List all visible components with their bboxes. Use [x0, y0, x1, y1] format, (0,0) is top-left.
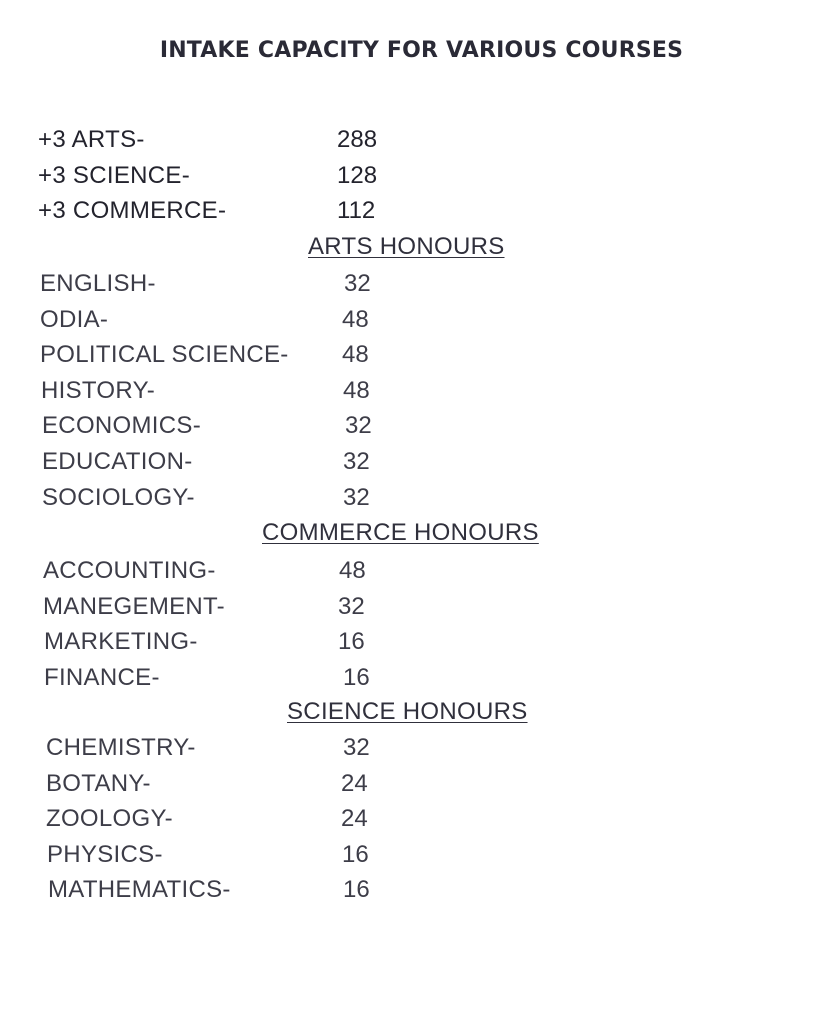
subject-seats: 16 [342, 840, 369, 868]
list-item [0, 268, 819, 304]
subject-label: FINANCE- [44, 663, 160, 691]
commerce-honours-heading: COMMERCE HONOURS [262, 519, 539, 546]
subject-seats: 32 [343, 447, 370, 475]
arts-honours-heading: ARTS HONOURS [308, 233, 505, 260]
subject-label: PHYSICS- [47, 840, 163, 868]
course-seats: 112 [337, 197, 376, 225]
subject-seats: 16 [343, 663, 370, 691]
subject-seats: 24 [341, 805, 368, 833]
subject-seats: 48 [343, 376, 370, 404]
page-title: INTAKE CAPACITY FOR VARIOUS COURSES [159, 38, 684, 63]
list-item [0, 482, 819, 518]
course-seats: 128 [337, 161, 378, 189]
list-item [0, 124, 819, 160]
subject-label: ECONOMICS- [42, 412, 201, 440]
list-item [0, 874, 819, 910]
arts-honours-list [0, 268, 819, 517]
list-item [0, 555, 819, 591]
list-item [0, 626, 819, 662]
list-item [0, 195, 819, 231]
subject-seats: 48 [342, 305, 369, 333]
subject-seats: 48 [339, 557, 366, 584]
list-item [0, 304, 819, 340]
commerce-honours-list [0, 555, 819, 697]
subject-label: POLITICAL SCIENCE- [40, 341, 289, 369]
list-item [0, 375, 819, 411]
subject-seats: 24 [341, 769, 368, 797]
course-label: +3 SCIENCE- [38, 161, 191, 189]
subject-label: ODIA- [40, 305, 109, 333]
subject-label: BOTANY- [46, 769, 151, 797]
subject-seats: 48 [342, 341, 369, 369]
list-item [0, 768, 819, 804]
subject-seats: 16 [343, 876, 370, 904]
list-item [0, 732, 819, 768]
subject-label: ENGLISH- [40, 270, 156, 297]
list-item [0, 803, 819, 839]
subject-label: HISTORY- [41, 376, 155, 404]
list-item [0, 839, 819, 875]
subject-seats: 32 [338, 592, 365, 620]
subject-seats: 16 [338, 628, 365, 656]
list-item [0, 410, 819, 446]
subject-label: SOCIOLOGY- [42, 483, 195, 511]
main-courses-list [0, 124, 819, 231]
list-item [0, 662, 819, 698]
science-honours-heading: SCIENCE HONOURS [287, 698, 528, 725]
subject-label: ZOOLOGY- [46, 805, 173, 833]
subject-seats: 32 [343, 483, 370, 511]
list-item [0, 339, 819, 375]
list-item [0, 160, 819, 196]
subject-seats: 32 [343, 734, 370, 761]
subject-label: MATHEMATICS- [48, 876, 231, 904]
subject-seats: 32 [345, 412, 372, 440]
course-seats: 288 [337, 126, 378, 153]
course-label: +3 COMMERCE- [38, 197, 227, 225]
science-honours-list [0, 732, 819, 910]
subject-label: MARKETING- [44, 628, 198, 656]
subject-seats: 32 [344, 270, 371, 297]
subject-label: CHEMISTRY- [46, 734, 196, 761]
list-item [0, 591, 819, 627]
course-label: +3 ARTS- [38, 126, 145, 153]
list-item [0, 446, 819, 482]
subject-label: MANEGEMENT- [43, 592, 225, 620]
subject-label: EDUCATION- [42, 447, 193, 475]
subject-label: ACCOUNTING- [43, 557, 216, 584]
